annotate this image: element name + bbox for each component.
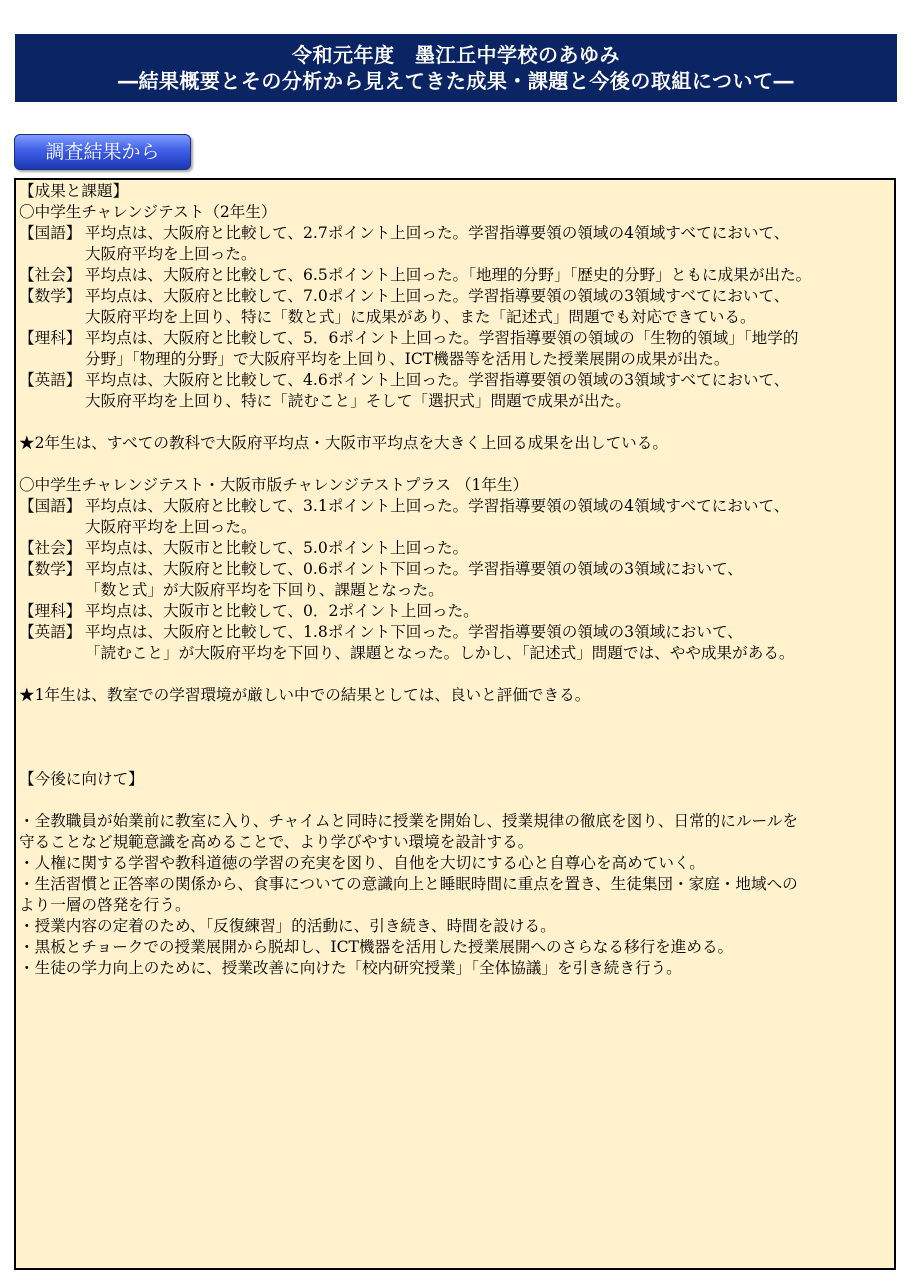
subject-tag: 【英語】 xyxy=(19,371,82,389)
subject-text-line: 平均点は、大阪府と比較して、7.0ポイント上回った。学習指導要領の領域の3領域すべてにおいて、 xyxy=(85,287,790,305)
survey-results-tab[interactable]: 調査結果から xyxy=(14,134,191,170)
subject-item xyxy=(19,622,890,664)
subject-tag: 【英語】 xyxy=(19,623,82,641)
subject-text xyxy=(85,601,890,622)
subject-item xyxy=(19,370,890,412)
subject-tag: 【理科】 xyxy=(19,329,82,347)
future-bullet-line: 守ることなど規範意識を高めることで、より学びやすい環境を設計する。 xyxy=(19,833,534,851)
grade2-summary: ★2年生は、すべての教科で大阪府平均点・大阪市平均点を大きく上回る成果を出している。 xyxy=(19,434,668,452)
future-bullet-line: ・人権に関する学習や教科道徳の学習の充実を図り、自他を大切にする心と自尊心を高めていく。 xyxy=(19,854,705,872)
subject-item xyxy=(19,538,890,559)
subject-text-line: 平均点は、大阪府と比較して、6.5ポイント上回った。「地理的分野」「歴史的分野」ともに成果が出た。 xyxy=(85,266,812,284)
subject-text-line: 平均点は、大阪府と比較して、5．6ポイント上回った。学習指導要領の領域の「生物的領域」「地学的 xyxy=(85,329,799,347)
subject-text xyxy=(85,370,890,412)
subject-tag: 【数学】 xyxy=(19,287,82,305)
subject-text-line: 大阪府平均を上回り、特に「読むこと」そして「選択式」問題で成果が出た。 xyxy=(85,392,631,410)
subject-text-line: 大阪府平均を上回った。 xyxy=(85,518,257,536)
subject-tag: 【理科】 xyxy=(19,602,82,620)
future-bullet-line: ・黒板とチョークでの授業展開から脱却し、ICT機器を活用した授業展開へのさらなる移行を進める。 xyxy=(19,938,734,956)
subject-tag: 【国語】 xyxy=(19,497,82,515)
subject-text xyxy=(85,265,890,286)
subject-text-line: 平均点は、大阪府と比較して、0.6ポイント下回った。学習指導要領の領域の3領域において、 xyxy=(85,560,743,578)
results-heading: 【成果と課題】 xyxy=(19,182,129,200)
subject-text-line: 平均点は、大阪府と比較して、2.7ポイント上回った。学習指導要領の領域の4領域すべてにおいて、 xyxy=(85,224,790,242)
subject-item xyxy=(19,328,890,370)
subject-text-line: 「数と式」が大阪府平均を下回り、課題となった。 xyxy=(85,581,444,599)
subject-item xyxy=(19,559,890,601)
grade2-title: 〇中学生チャレンジテスト（2年生） xyxy=(19,203,277,221)
subject-item xyxy=(19,265,890,286)
future-bullet-line: ・生活習慣と正答率の関係から、食事についての意識向上と睡眠時間に重点を置き、生徒集団・家庭・地域への xyxy=(19,875,798,893)
subject-item xyxy=(19,601,890,622)
future-bullet-list xyxy=(19,811,890,979)
subject-text xyxy=(85,622,890,664)
page-subtitle: ―結果概要とその分析から見えてきた成果・課題と今後の取組について― xyxy=(117,69,795,93)
subject-text-line: 分野」「物理的分野」で大阪府平均を上回り、ICT機器等を活用した授業展開の成果が出た。 xyxy=(85,350,730,368)
subject-tag: 【数学】 xyxy=(19,560,82,578)
subject-text xyxy=(85,223,890,265)
grade1-summary: ★1年生は、教室での学習環境が厳しい中での結果としては、良いと評価できる。 xyxy=(19,686,591,704)
subject-item xyxy=(19,496,890,538)
subject-text-line: 平均点は、大阪府と比較して、1.8ポイント下回った。学習指導要領の領域の3領域において、 xyxy=(85,623,743,641)
subject-text xyxy=(85,328,890,370)
future-bullet-line: より一層の啓発を行う。 xyxy=(19,896,191,914)
page-title-banner xyxy=(15,34,897,102)
subject-text-line: 平均点は、大阪市と比較して、5.0ポイント上回った。 xyxy=(85,539,469,557)
future-bullet-line: ・授業内容の定着のため、「反復練習」的活動に、引き続き、時間を設ける。 xyxy=(19,917,556,935)
subject-text-line: 「読むこと」が大阪府平均を下回り、課題となった。しかし、「記述式」問題では、やや成果がある。 xyxy=(85,644,795,662)
subject-tag: 【社会】 xyxy=(19,539,82,557)
subject-text-line: 平均点は、大阪市と比較して、0．2ポイント上回った。 xyxy=(85,602,479,620)
results-panel xyxy=(14,178,896,1270)
subject-text-line: 平均点は、大阪府と比較して、3.1ポイント上回った。学習指導要領の領域の4領域すべてにおいて、 xyxy=(85,497,790,515)
subject-tag: 【国語】 xyxy=(19,224,82,242)
subject-text-line: 平均点は、大阪府と比較して、4.6ポイント上回った。学習指導要領の領域の3領域すべてにおいて、 xyxy=(85,371,790,389)
future-bullet-line: ・全教職員が始業前に教室に入り、チャイムと同時に授業を開始し、授業規律の徹底を図り、日常的にルールを xyxy=(19,812,798,830)
subject-text-line: 大阪府平均を上回り、特に「数と式」に成果があり、また「記述式」問題でも対応できている。 xyxy=(85,308,756,326)
subject-text xyxy=(85,538,890,559)
subject-text-line: 大阪府平均を上回った。 xyxy=(85,245,257,263)
page-title: 令和元年度 墨江丘中学校のあゆみ xyxy=(292,43,620,67)
subject-item xyxy=(19,223,890,265)
grade1-subject-list xyxy=(19,496,890,664)
subject-tag: 【社会】 xyxy=(19,266,82,284)
future-bullet-line: ・生徒の学力向上のために、授業改善に向けた「校内研究授業」「全体協議」を引き続き行う。 xyxy=(19,959,682,977)
subject-text xyxy=(85,496,890,538)
grade1-title: 〇中学生チャレンジテスト・大阪市版チャレンジテストプラス （1年生） xyxy=(19,476,529,494)
subject-text xyxy=(85,286,890,328)
grade2-subject-list xyxy=(19,223,890,412)
subject-item xyxy=(19,286,890,328)
future-heading: 【今後に向けて】 xyxy=(19,770,144,788)
subject-text xyxy=(85,559,890,601)
